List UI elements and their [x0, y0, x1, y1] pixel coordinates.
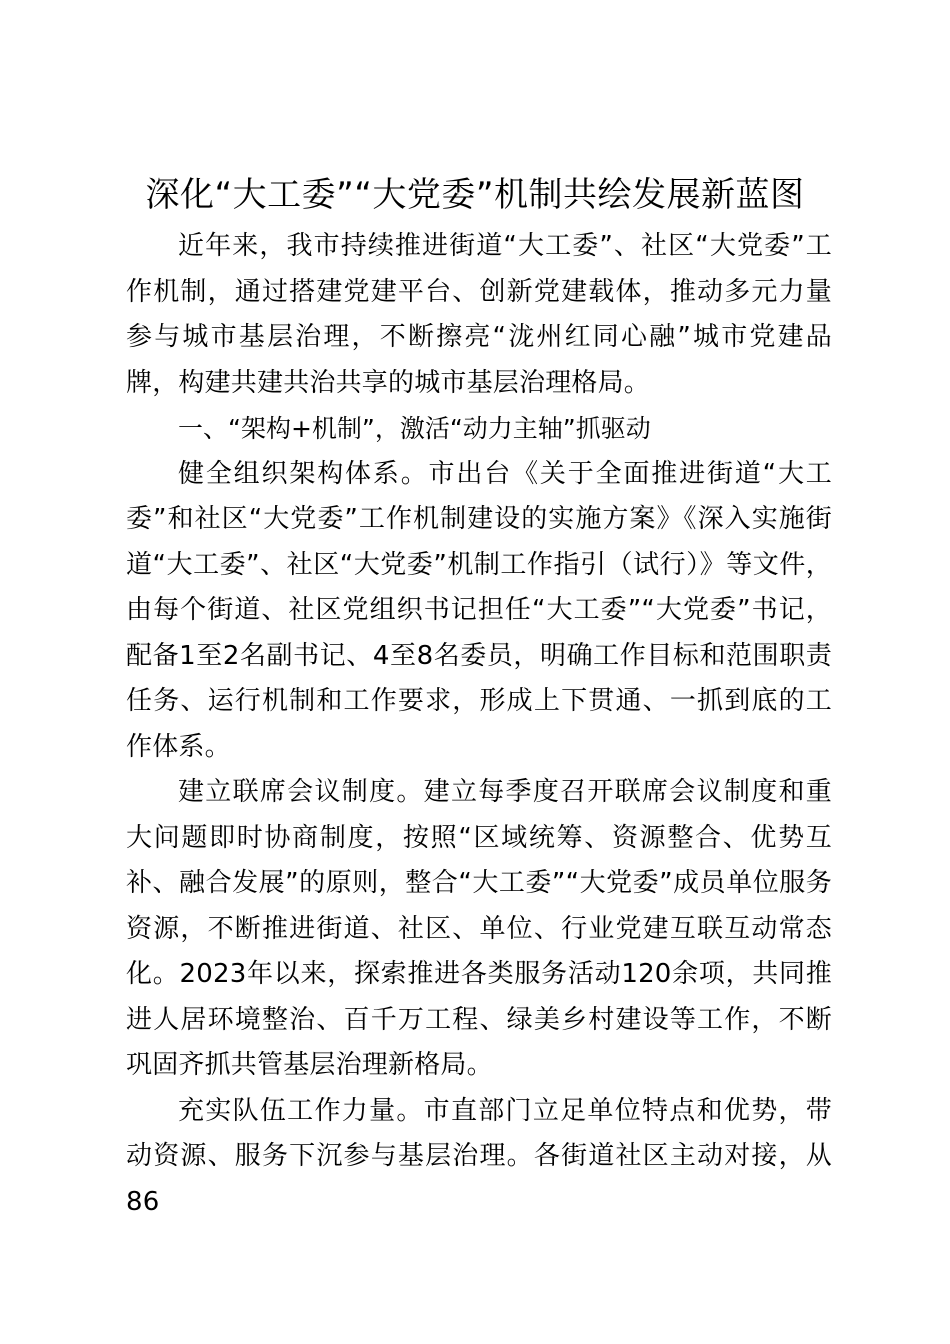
section-heading-one: 一、“架构+机制”，激活“动力主轴”抓驱动 [178, 414, 651, 443]
document-body [126, 224, 832, 1225]
paragraph-joint-meeting-system: 建立联席会议制度。建立每季度召开联席会议制度和重大问题即时协商制度，按照“区域统筹、资源整合、优势互补、融合发展”的原则，整合“大工委”“大党委”成员单位服务资源，不断推进街道、社区、单位、行业党建互联互动常态化。2023年以来，探索推进各类服务活动120余项，共同推进人居环境整治、百千万工程、绿美乡村建设等工作，不断巩固齐抓共管基层治理新格局。 [126, 777, 832, 1080]
document-title: 深化“大工委”“大党委”机制共绘发展新蓝图 [145, 175, 805, 215]
intro-paragraph: 近年来，我市持续推进街道“大工委”、社区“大党委”工作机制，通过搭建党建平台、创新党建载体，推动多元力量参与城市基层治理，不断擦亮“泷州红同心融”城市党建品牌，构建共建共治共享的城市基层治理格局。 [126, 231, 832, 398]
paragraph-organization-structure: 健全组织架构体系。市出台《关于全面推进街道“大工委”和社区“大党委”工作机制建设的实施方案》《深入实施街道“大工委”、社区“大党委”机制工作指引（试行）》等文件，由每个街道、社区党组织书记担任“大工委”“大党委”书记，配备1至2名副书记、4至8名委员，明确工作目标和范围职责任务、运行机制和工作要求，形成上下贯通、一抓到底的工作体系。 [126, 458, 832, 762]
paragraph-team-strength: 充实队伍工作力量。市直部门立足单位特点和优势，带动资源、服务下沉参与基层治理。各街道社区主动对接，从86 [126, 1095, 832, 1217]
